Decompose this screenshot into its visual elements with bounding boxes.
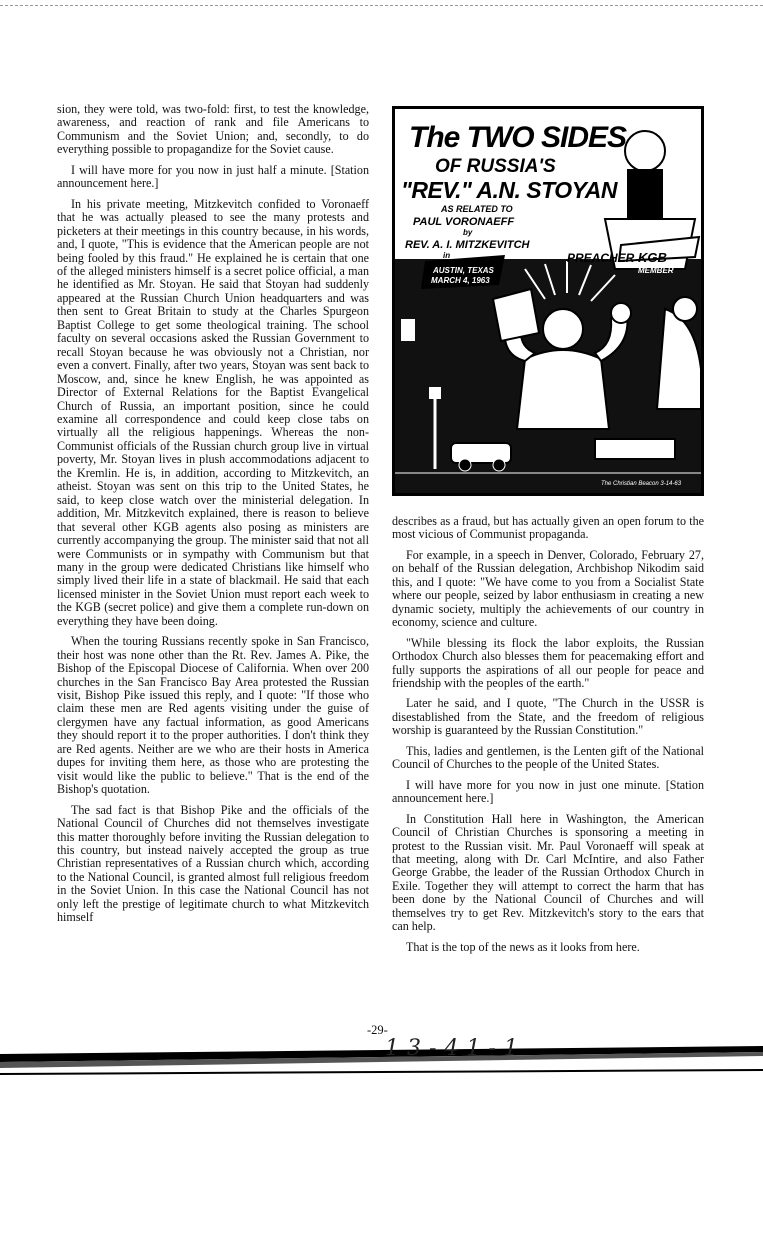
cartoon-date: MARCH 4, 1963 [431,276,490,285]
paragraph: The sad fact is that Bishop Pike and the officials of the National Council of Churches did not themselves investigate this matter thoroughly before inviting the Russian delegation to this country, but instead naively accepted the group as true Christian representatives of a Russian church which, according to the National Council, is granted almost full religious freedom in the Soviet Union. In this case the National Council has not only left the prestige of legitimate church to what Mitzkevitch himself [57,802,369,925]
cartoon-label-kgb: KGB [638,250,667,265]
paragraph: "While blessing its flock the labor exploits, the Russian Orthodox Church also blesses them for peacemaking effort and fully supports the aspirations of all our people for peace and friendship with the peoples of the earth." [392,635,704,690]
scan-top-edge [0,5,763,6]
cartoon-title: OF RUSSIA'S [435,156,556,177]
paragraph: describes as a fraud, but has actually given an open forum to the most vicious of Communist propaganda. [392,514,704,542]
paragraph: I will have more for you now in just one minute. [Station announcement here.] [392,777,704,806]
paragraph: This, ladies and gentlemen, is the Lenten gift of the National Council of Churches to the people of the United States. [392,743,704,772]
right-column [392,515,704,961]
paragraph: Later he said, and I quote, "The Church in the USSR is disestablished from the State, and the freedom of religious worship is guaranteed by the Russian Constitution." [392,696,704,738]
cartoon-title: "REV." A.N. STOYAN [401,177,618,203]
editorial-cartoon [392,106,704,496]
cartoon-title: The TWO SIDES [409,121,627,154]
cartoon-caption: PAUL VORONAEFF [413,216,515,228]
paragraph: When the touring Russians recently spoke in San Francisco, their host was none other than the Rt. Rev. James A. Pike, the Bishop of the Episcopal Diocese of California. When over 200 churches in the San Francisco Bay Area protested the Russian visit, Bishop Pike issued this reply, and I quote: "If those who claim these men are Red agents visiting under the guise of clergymen have any factual information, as good Americans they should report it to the proper authorities. I don't think they are Red agents. Neither are we who are their hosts in America dupes for inviting them here, as those who are protesting the visit would like the public to believe." That is the end of the Bishop's quotation. [57,634,369,797]
paragraph: That is the top of the news as it looks from here. [406,939,640,954]
cartoon-caption: REV. A. I. MITZKEVITCH [405,239,530,251]
cartoon-label-preacher: PREACHER [567,251,635,265]
cartoon-caption: by [463,228,473,237]
cartoon-credit: The Christian Beacon 3-14-63 [601,481,682,487]
scan-footer-band [0,1040,763,1080]
left-column [57,103,369,932]
paragraph: I will have more for you now in just half a minute. [Station announcement here.] [57,162,369,191]
cartoon-caption: AS RELATED TO [441,204,513,214]
cartoon-location: AUSTIN, TEXAS [433,266,494,275]
paragraph: For example, in a speech in Denver, Colorado, February 27, on behalf of the Russian delegation, Archbishop Nikodim said this, and I quote: "We have come to you from a Socialist State where our people, seized by labor enthusiasm in creating a new dynamic society, multiply the achievements of our country in economy, science and culture. [392,547,704,630]
cartoon-caption: in [443,251,451,260]
paragraph: sion, they were told, was two-fold: first, to test the knowledge, awareness, and reaction of rank and file Americans to Communism and the Soviet Union; and, secondly, to do everything possible to propagandize for the Soviet cause. [57,102,369,157]
cartoon-label-member: MEMBER [638,266,674,275]
handwritten-file-number: 13-41-1 [385,1036,526,1061]
paragraph: In his private meeting, Mitzkevitch confided to Voronaeff that he was actually pleased to see the many protests and picketers at their meetings in this country because, in his words, and, I quote, "This is evidence that the American people are not being fooled by this fraud." He explained he is certain that one of the alleged ministers himself is a secret police official, a man he identified as Mr. Stoyan. He said that Stoyan had suddenly appeared at the Russian Church Union headquarters and was then sent to Great Britain to study at the Charles Spurgeon Baptist College to get some theological training. The school faculty on several occasions asked the Russian Government to recall Stoyan because he was obviously not a Christian, nor even a convert. Finally, after two years, Stoyan was sent back to Moscow, and, since he knew English, he was appointed as Director of External Relations for the Baptist Evangelical Church of Russia, an important position, since he could examine all correspondence and could keep close tabs on virtually all the religious happenings. Whereas the non-Communist officials of the Russian church group live in virtual poverty, Mr. Stoyan lives in plush accommodations adjacent to the Kremlin. He is, in addition, according to Mitzkevitch, an atheist. Stoyan was sent on this trip to the United States, he said, to keep close watch over the ministerial delegation. In addition, Mr. Mitzkevitch explained, there is reason to believe that several other KGB agents also posing as ministers are currently accompanying the group. The minister said that not all were Communists or in sympathy with Communism but that many in the group were dedicated Christians like himself who simply lived their life in a state of blackmail. He said that each licensed minister in the Soviet Union must report each week to the KGB (secret police) and give them a complete run-down on everything they have been doing. [57,196,369,628]
page-number: -29- [367,1023,388,1037]
paragraph: In Constitution Hall here in Washington, the American Council of Christian Churches is sponsoring a meeting in protest to the Russian visit. Mr. Paul Voronaeff will speak at that meeting, along with Dr. Carl McIntire, and also Father George Grabbe, the leader of the Russian Orthodox Church in Exile. Together they will attempt to correct the harm that has been done by the National Council of Churches and will themselves try to get Rev. Mitzkevitch's story to the ears that can help. [392,811,704,934]
